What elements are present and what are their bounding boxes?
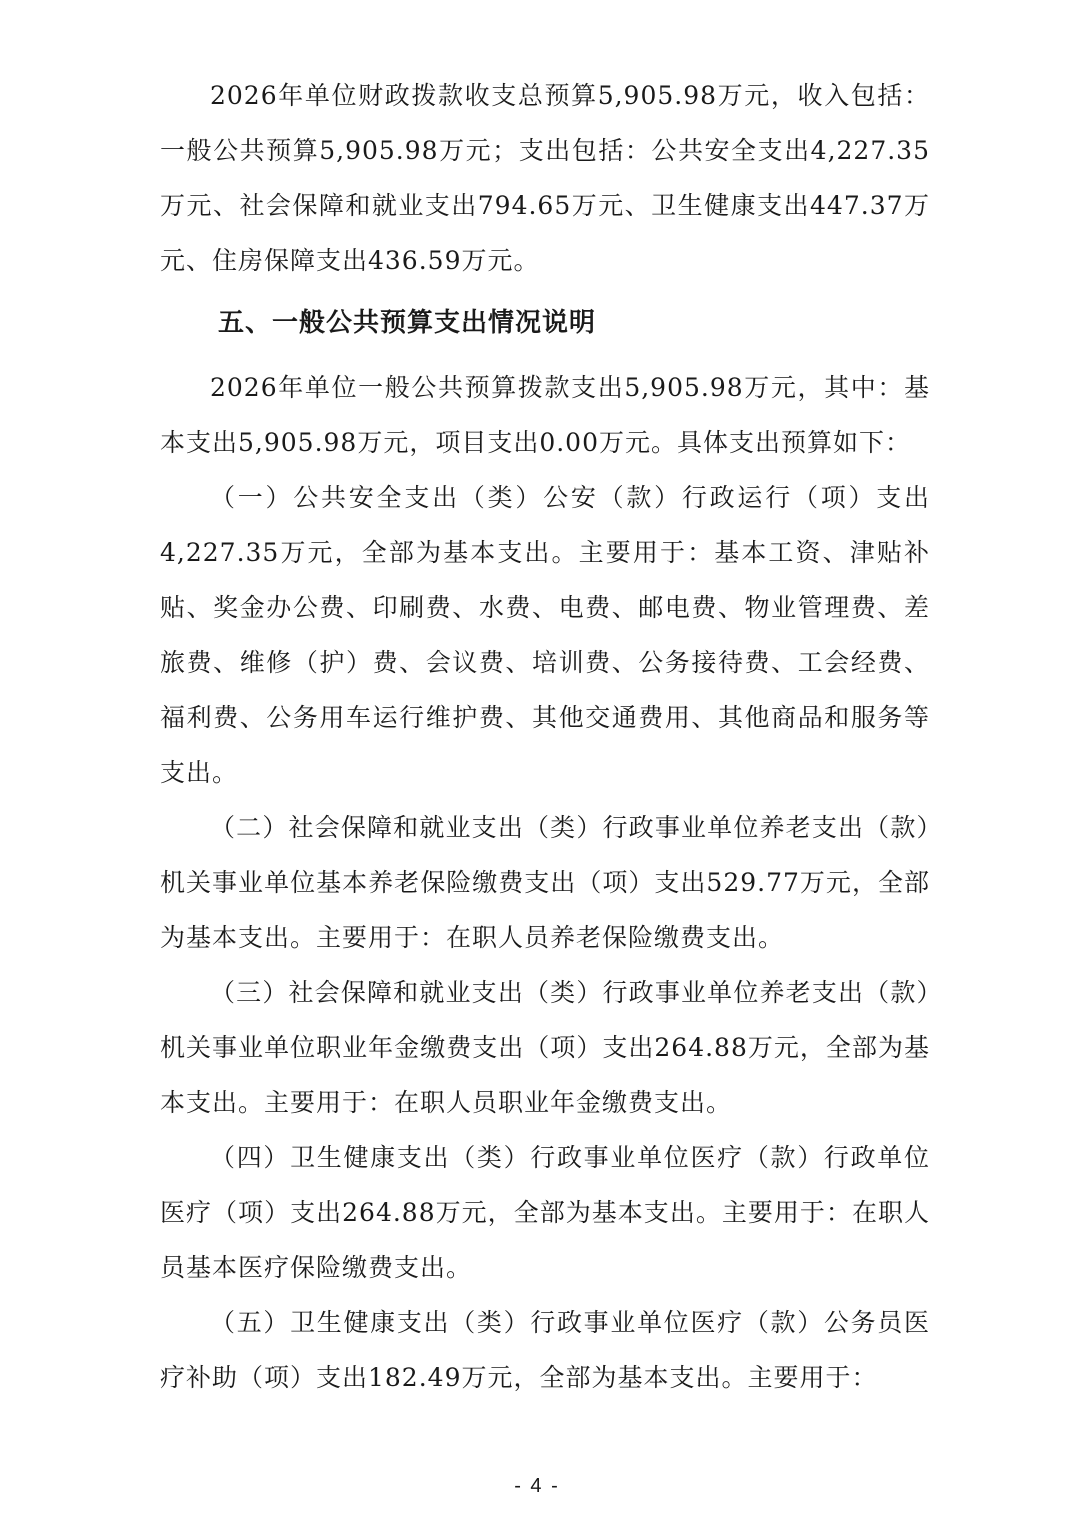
- expenditure-item-4: （四）卫生健康支出（类）行政事业单位医疗（款）行政单位医疗（项）支出264.88万元，全部为基本支出。主要用于：在职人员基本医疗保险缴费支出。: [160, 1143, 930, 1282]
- expenditure-item-1: （一）公共安全支出（类）公安（款）行政运行（项）支出4,227.35万元，全部为基本支出。主要用于：基本工资、津贴补贴、奖金办公费、印刷费、水费、电费、邮电费、物业管理费、差旅费、维修（护）费、会议费、培训费、公务接待费、工会经费、福利费、公务用车运行维护费、其他交通费用、其他商品和服务等支出。: [160, 483, 930, 787]
- intro-paragraph: 2026年单位财政拨款收支总预算5,905.98万元，收入包括：一般公共预算5,905.98万元；支出包括：公共安全支出4,227.35万元、社会保障和就业支出794.65万元、卫生健康支出447.37万元、住房保障支出436.59万元。: [160, 81, 930, 275]
- expenditure-item-2: （二）社会保障和就业支出（类）行政事业单位养老支出（款）机关事业单位基本养老保险缴费支出（项）支出529.77万元，全部为基本支出。主要用于：在职人员养老保险缴费支出。: [160, 813, 930, 952]
- section-heading: 五、一般公共预算支出情况说明: [218, 308, 597, 338]
- document-body: [160, 68, 930, 1405]
- section-intro-paragraph: 2026年单位一般公共预算拨款支出5,905.98万元，其中：基本支出5,905.98万元，项目支出0.00万元。具体支出预算如下：: [160, 373, 930, 457]
- page-number: - 4 -: [514, 1475, 560, 1497]
- expenditure-item-5: （五）卫生健康支出（类）行政事业单位医疗（款）公务员医疗补助（项）支出182.49万元，全部为基本支出。主要用于：: [160, 1308, 930, 1392]
- expenditure-item-3: （三）社会保障和就业支出（类）行政事业单位养老支出（款）机关事业单位职业年金缴费支出（项）支出264.88万元，全部为基本支出。主要用于：在职人员职业年金缴费支出。: [160, 978, 930, 1117]
